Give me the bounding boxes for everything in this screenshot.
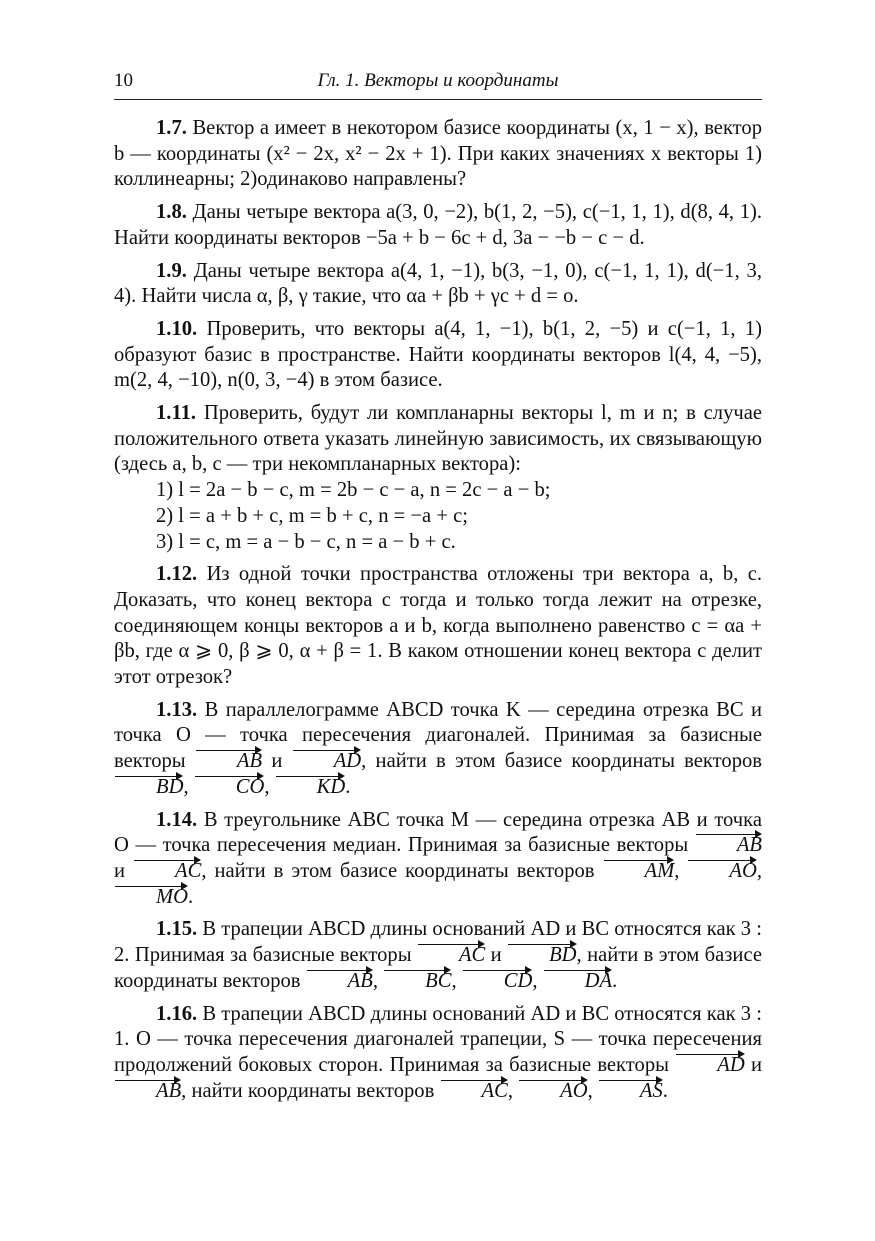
problem-list xyxy=(114,116,762,1104)
running-title: Гл. 1. Векторы и координаты xyxy=(317,70,559,91)
vector-label: BC xyxy=(383,969,451,995)
problem-text: Проверить, что векторы a(4, 1, −1), b(1, 2, −5) и c(−1, 1, 1) образуют базис в пространстве. Найти координаты векторов l(4, 4, −5), m(2, 4, −10), n(0, 3, −4) в этом базисе. xyxy=(114,317,762,392)
problem-1-8 xyxy=(114,200,762,251)
conjunction: и xyxy=(271,750,283,773)
problem-text: Проверить, будут ли компланарны векторы l, m и n; в случае положительного ответа указать линейную зависимость, их связывающую (здесь a, b, c — три некомпланарных вектора): xyxy=(114,402,762,476)
vector-label: AO xyxy=(518,1079,587,1105)
vector-label: BD xyxy=(507,943,576,969)
problem-1-7 xyxy=(114,116,762,193)
book-page xyxy=(114,70,762,1111)
vector-label: MO xyxy=(114,885,188,911)
problem-number: 1.16. xyxy=(156,1002,198,1025)
vector-label: AO xyxy=(687,859,756,885)
problem-1-16: 1.16. В трапеции ABCD длины оснований AD и BC относятся как 3 : 1. O — точка пересечения диагоналей трапеции, S — точка пересечения продолжений боковых сторон. Принимая за базисные векторы AD и AB, найти координаты векторов AC, AO, AS. xyxy=(114,1002,762,1105)
vector-label: AM xyxy=(603,859,675,885)
vector-label: AC xyxy=(417,943,485,969)
problem-1-11-item-1: 1) l = 2a − b − c, m = 2b − c − a, n = 2c − a − b; xyxy=(156,479,551,502)
problem-text: В трапеции ABCD длины оснований AD и BC относятся как 3 : 2. Принимая за базисные векторы xyxy=(114,918,762,967)
problem-number: 1.13. xyxy=(156,698,198,721)
problem-number: 1.14. xyxy=(156,808,198,831)
problem-text: В параллелограмме ABCD точка K — середина отрезка BC и точка O — точка пересечения диагоналей. Принимая за базисные векторы xyxy=(114,698,763,773)
conjunction: и xyxy=(750,1053,763,1076)
problem-text-cont: , найти координаты векторов xyxy=(181,1079,435,1102)
problem-text-cont: , найти в этом базисе координаты векторов xyxy=(361,750,763,773)
problem-text: Даны четыре вектора a(4, 1, −1), b(3, −1, 0), c(−1, 1, 1), d(−1, 3, 4). Найти числа α, β, γ такие, что αa + βb + γc + d = o. xyxy=(114,259,762,308)
problem-1-10 xyxy=(114,317,762,394)
problem-number: 1.15. xyxy=(156,918,198,941)
problem-1-9 xyxy=(114,259,762,310)
problem-text-cont: , найти в этом базисе координаты векторов xyxy=(201,859,595,882)
problem-1-11-item-3: 3) l = c, m = a − b − c, n = a − b + c. xyxy=(156,530,456,553)
conjunction: и xyxy=(114,859,126,882)
vector-label: AC xyxy=(440,1079,508,1105)
page-header xyxy=(114,70,762,100)
problem-1-11 xyxy=(114,401,762,478)
problem-1-15: 1.15. В трапеции ABCD длины оснований AD и BC относятся как 3 : 2. Принимая за базисные векторы AC и BD, найти в этом базисе координаты векторов AB, BC, CD, DA. xyxy=(114,917,762,994)
problem-1-12 xyxy=(114,562,762,691)
vector-label: KD xyxy=(275,775,346,801)
problem-number: 1.7. xyxy=(156,117,187,139)
problem-1-14: 1.14. В треугольнике ABC точка M — середина отрезка AB и точка O — точка пересечения медиан. Принимая за базисные векторы AB и AC, найти в этом базисе координаты векторов AM, AO, MO. xyxy=(114,808,762,911)
page-number: 10 xyxy=(114,70,133,91)
vector-label: AD xyxy=(675,1053,744,1079)
vector-label: AB xyxy=(306,969,373,995)
vector-label: CD xyxy=(462,969,533,995)
problem-text: Из одной точки пространства отложены три вектора a, b, c. Доказать, что конец вектора c тогда и только тогда лежит на отрезке, соединяющем концы векторов a и b, когда выполнено равенство c = αa + βb, где α ⩾ 0, β ⩾ 0, α + β = 1. В каком отношении конец вектора c делит этот отрезок? xyxy=(114,563,762,689)
problem-number: 1.10. xyxy=(156,317,198,340)
problem-text: В трапеции ABCD длины оснований AD и BC относятся как 3 : 1. O — точка пересечения диагоналей трапеции, S — точка пересечения продолжений боковых сторон. Принимая за базисные векторы xyxy=(114,1002,762,1076)
vector-label: AS xyxy=(598,1079,663,1105)
problem-text: Даны четыре вектора a(3, 0, −2), b(1, 2, −5), c(−1, 1, 1), d(8, 4, 1). Найти координаты векторов −5a + b − 6c + d, 3a − −b − c − d. xyxy=(114,201,762,249)
vector-label: AB xyxy=(114,1079,181,1105)
conjunction: и xyxy=(490,944,502,967)
vector-label: AC xyxy=(133,859,201,885)
vector-label: BD xyxy=(114,775,183,801)
problem-text-cont: , найти в этом базисе координаты векторов xyxy=(114,944,762,992)
problem-text: В треугольнике ABC точка M — середина отрезка AB и точка O — точка пересечения медиан. Принимая за базисные векторы xyxy=(114,808,763,857)
vector-label: CO xyxy=(194,775,265,801)
problem-1-11-item-2: 2) l = a + b + c, m = b + c, n = −a + c; xyxy=(156,504,468,527)
problem-number: 1.11. xyxy=(156,402,197,425)
vector-label: AB xyxy=(195,749,262,775)
vector-label: AB xyxy=(695,833,762,859)
vector-label: AD xyxy=(292,749,361,775)
problem-number: 1.8. xyxy=(156,201,187,224)
vector-label: DA xyxy=(543,969,612,995)
problem-number: 1.9. xyxy=(156,259,187,282)
problem-number: 1.12. xyxy=(156,563,198,586)
problem-text: Вектор a имеет в некотором базисе координаты (x, 1 − x), вектор b — координаты (x² − 2x, x² − 2x + 1). При каких значениях x векторы 1) коллинеарны; 2)одинаково направлены? xyxy=(114,117,762,191)
problem-1-13: 1.13. В параллелограмме ABCD точка K — середина отрезка BC и точка O — точка пересечения диагоналей. Принимая за базисные векторы AB и AD, найти в этом базисе координаты векторов BD, CO, KD. xyxy=(114,698,762,801)
